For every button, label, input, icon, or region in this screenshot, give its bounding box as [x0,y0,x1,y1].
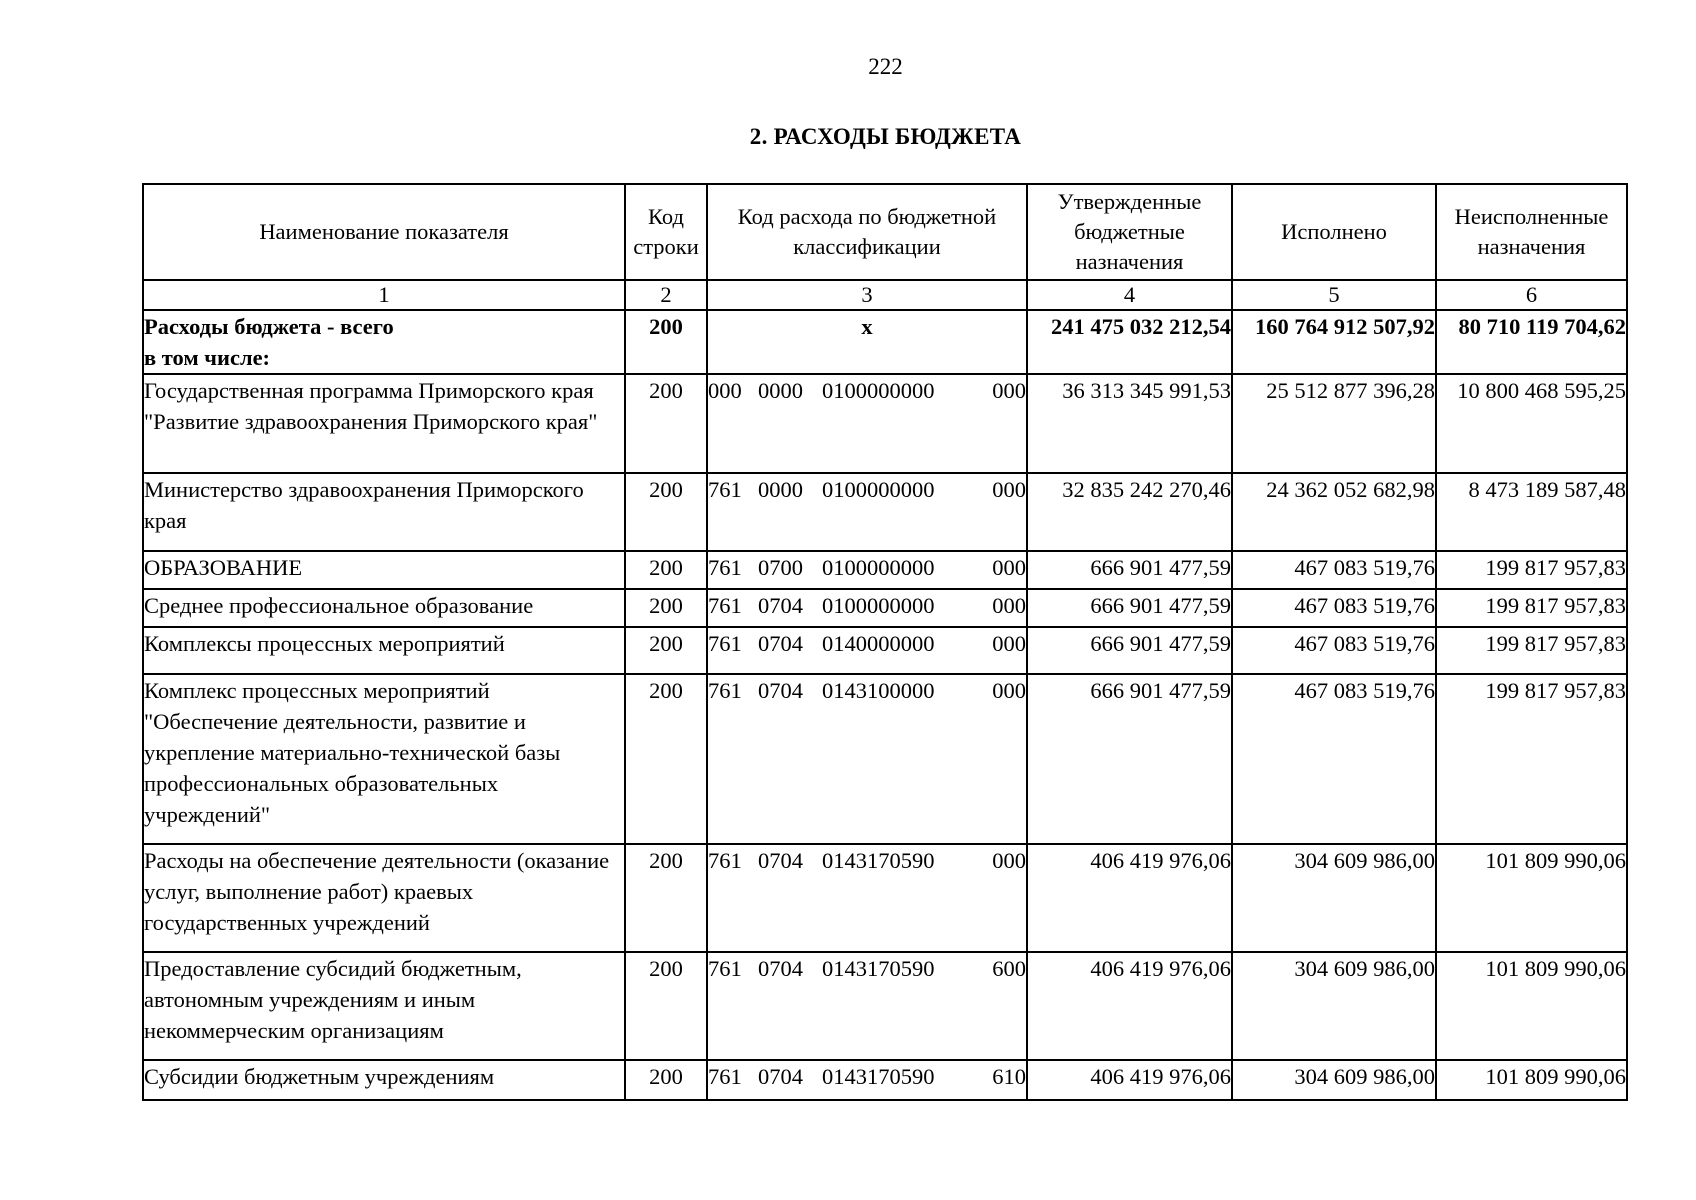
column-number: 2 [625,280,707,310]
executed-amount: 24 362 052 682,98 [1232,473,1436,551]
code-type: 000 [992,848,1026,873]
classification-code [707,674,1027,844]
header-classification-code: Код расхода по бюджетной классификации [707,184,1027,280]
column-number: 5 [1232,280,1436,310]
indicator-name: Среднее профессиональное образование [143,589,625,627]
unexecuted-amount: 8 473 189 587,48 [1436,473,1627,551]
header-line-code: Код строки [625,184,707,280]
total-row [143,310,1627,374]
classification-code [707,551,1027,589]
column-number: 6 [1436,280,1627,310]
code-section: 0704 [758,593,803,618]
classification-code [707,627,1027,674]
line-code: 200 [625,310,707,374]
table-row [143,627,1627,674]
line-code: 200 [625,952,707,1060]
table-row [143,551,1627,589]
code-type: 000 [992,678,1026,703]
code-target: 0100000000 [822,593,935,618]
unexecuted-amount: 101 809 990,06 [1436,1060,1627,1100]
table-row [143,674,1627,844]
code-target: 0143170590 [822,1064,935,1089]
unexecuted-amount: 101 809 990,06 [1436,952,1627,1060]
code-section: 0000 [758,378,803,403]
indicator-name: Государственная программа Приморского края "Развитие здравоохранения Приморского края" [143,374,625,473]
line-code: 200 [625,374,707,473]
line-code: 200 [625,551,707,589]
unexecuted-amount: 101 809 990,06 [1436,844,1627,952]
header-approved: Утвержденные бюджетные назначения [1027,184,1232,280]
page-number: 222 [868,54,903,79]
code-target: 0100000000 [822,555,935,580]
code-section: 0704 [758,1064,803,1089]
code-type: 600 [992,956,1026,981]
code-type: 000 [992,555,1026,580]
line-code: 200 [625,627,707,674]
code-section: 0704 [758,956,803,981]
classification-code: x [707,310,1027,374]
classification-code [707,844,1027,952]
line-code: 200 [625,844,707,952]
code-type: 610 [992,1064,1026,1089]
executed-amount: 467 083 519,76 [1232,627,1436,674]
column-number: 1 [143,280,625,310]
code-admin: 761 [708,593,742,618]
approved-amount: 36 313 345 991,53 [1027,374,1232,473]
code-type: 000 [992,631,1026,656]
code-target: 0143170590 [822,956,935,981]
approved-amount: 406 419 976,06 [1027,844,1232,952]
header-row [143,184,1627,280]
column-number: 4 [1027,280,1232,310]
section-title: 2. РАСХОДЫ БЮДЖЕТА [749,124,1022,149]
approved-amount: 666 901 477,59 [1027,674,1232,844]
total-subtitle: в том числе: [144,345,271,370]
code-section: 0000 [758,477,803,502]
code-section: 0704 [758,631,803,656]
classification-code [707,374,1027,473]
table-row [143,844,1627,952]
budget-expenses-table [142,183,1628,1101]
approved-amount: 406 419 976,06 [1027,952,1232,1060]
classification-code [707,1060,1027,1100]
executed-amount: 25 512 877 396,28 [1232,374,1436,473]
code-target: 0100000000 [822,378,935,403]
code-target: 0100000000 [822,477,935,502]
approved-amount: 666 901 477,59 [1027,627,1232,674]
code-target: 0143170590 [822,848,935,873]
code-section: 0700 [758,555,803,580]
executed-amount: 160 764 912 507,92 [1232,310,1436,374]
executed-amount: 304 609 986,00 [1232,952,1436,1060]
line-code: 200 [625,473,707,551]
code-target: 0143100000 [822,678,935,703]
indicator-name: ОБРАЗОВАНИЕ [143,551,625,589]
code-admin: 761 [708,477,742,502]
header-unexecuted: Неисполненные назначения [1436,184,1627,280]
code-admin: 761 [708,848,742,873]
indicator-name: Субсидии бюджетным учреждениям [143,1060,625,1100]
column-number-row [143,280,1627,310]
unexecuted-amount: 199 817 957,83 [1436,589,1627,627]
table-row [143,952,1627,1060]
classification-code [707,952,1027,1060]
unexecuted-amount: 10 800 468 595,25 [1436,374,1627,473]
line-code: 200 [625,589,707,627]
classification-code [707,589,1027,627]
executed-amount: 467 083 519,76 [1232,551,1436,589]
total-name-cell [143,310,625,374]
approved-amount: 666 901 477,59 [1027,551,1232,589]
executed-amount: 467 083 519,76 [1232,674,1436,844]
approved-amount: 406 419 976,06 [1027,1060,1232,1100]
table-row [143,473,1627,551]
code-admin: 761 [708,678,742,703]
indicator-name: Предоставление субсидий бюджетным, автономным учреждениям и иным некоммерческим организациям [143,952,625,1060]
executed-amount: 304 609 986,00 [1232,1060,1436,1100]
code-type: 000 [992,593,1026,618]
code-section: 0704 [758,678,803,703]
executed-amount: 467 083 519,76 [1232,589,1436,627]
header-indicator-name: Наименование показателя [143,184,625,280]
code-admin: 000 [708,378,742,403]
unexecuted-amount: 80 710 119 704,62 [1436,310,1627,374]
code-admin: 761 [708,1064,742,1089]
table-row [143,1060,1627,1100]
line-code: 200 [625,674,707,844]
approved-amount: 32 835 242 270,46 [1027,473,1232,551]
column-number: 3 [707,280,1027,310]
code-admin: 761 [708,631,742,656]
table-row [143,374,1627,473]
indicator-name: Министерство здравоохранения Приморского края [143,473,625,551]
unexecuted-amount: 199 817 957,83 [1436,627,1627,674]
indicator-name: Расходы на обеспечение деятельности (оказание услуг, выполнение работ) краевых государственных учреждений [143,844,625,952]
code-admin: 761 [708,956,742,981]
table-row [143,589,1627,627]
header-executed: Исполнено [1232,184,1436,280]
executed-amount: 304 609 986,00 [1232,844,1436,952]
classification-code [707,473,1027,551]
indicator-name: Комплекс процессных мероприятий "Обеспечение деятельности, развитие и укрепление материально-технической базы профессиональных образовательных учреждений" [143,674,625,844]
code-target: 0140000000 [822,631,935,656]
total-name: Расходы бюджета - всего [144,314,394,339]
code-type: 000 [992,378,1026,403]
code-admin: 761 [708,555,742,580]
code-section: 0704 [758,848,803,873]
approved-amount: 241 475 032 212,54 [1027,310,1232,374]
code-type: 000 [992,477,1026,502]
approved-amount: 666 901 477,59 [1027,589,1232,627]
unexecuted-amount: 199 817 957,83 [1436,674,1627,844]
unexecuted-amount: 199 817 957,83 [1436,551,1627,589]
indicator-name: Комплексы процессных мероприятий [143,627,625,674]
line-code: 200 [625,1060,707,1100]
